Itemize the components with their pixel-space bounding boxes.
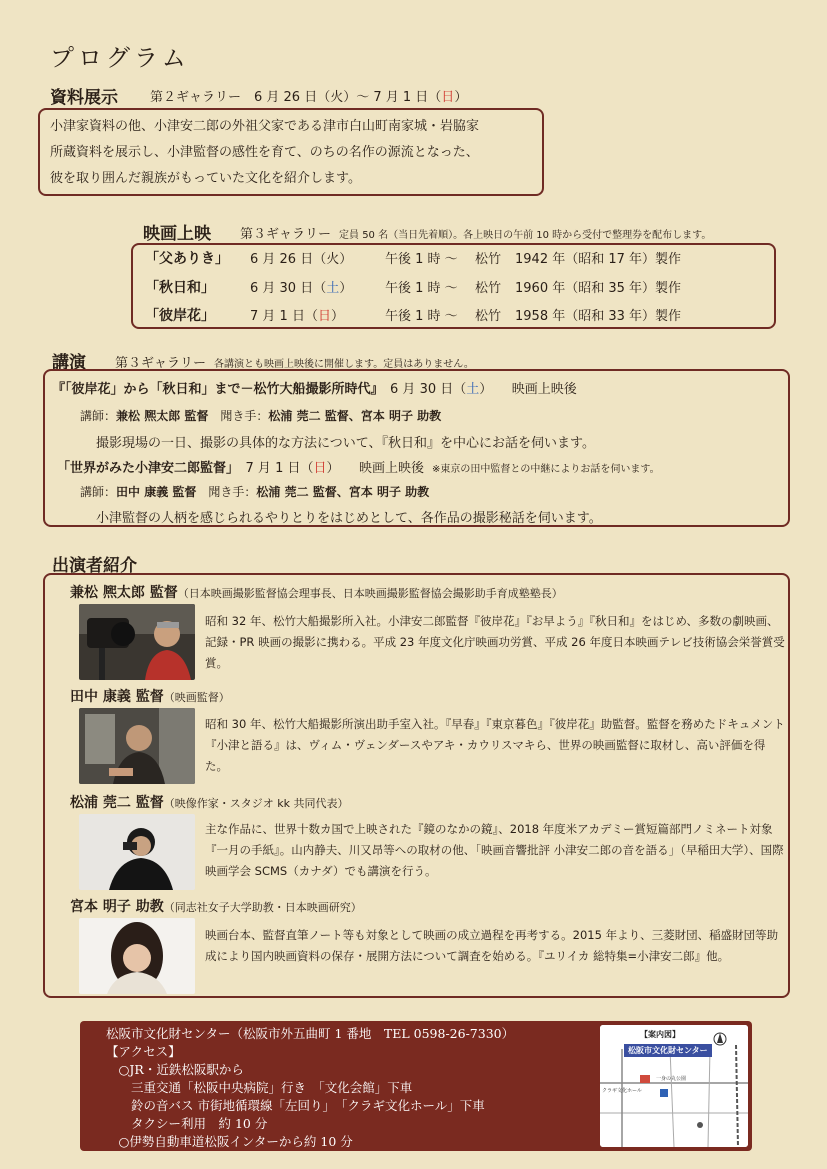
map-title: 【案内図】 — [640, 1030, 680, 1039]
footer-line: 鈴の音バス 市街地循環線「左回り」 「クラギ文化ホール」下車 — [106, 1098, 485, 1113]
lectures-note: 各講演とも映画上映後に開催します。定員はありません。 — [214, 359, 474, 370]
screening-heading: 映画上映 — [143, 224, 211, 244]
footer-line: タクシー利用 約 10 分 — [106, 1116, 268, 1131]
map-small-label: 一身の丸公園 — [656, 1076, 687, 1082]
performer-photo — [79, 918, 195, 994]
lectures-venue-line: 第３ギャラリー 各講演とも映画上映後に開催します。定員はありません。 — [115, 356, 474, 371]
exhibition-line: 所蔵資料を展示し、小津監督の感性を育て、のちの名作の源流となった、 — [50, 145, 479, 160]
performer-bio: 映画台本、監督直筆ノート等も対象として映画の成立過程を再考する。2015 年より、三菱財団、稲盛財団等助成により国内映画資料の保存・展開方法について調査を始める。『ユリイカ 総特集=小津安二郎』他。 — [205, 928, 779, 963]
lecture-speakers: 講師：田中 康義 監督 聞き手：松浦 莞二 監督、宮本 明子 助教 — [80, 485, 430, 499]
lecture-desc: 撮影現場の一日、撮影の具体的な方法について、『秋日和』を中心にお話を伺います。 — [96, 436, 595, 451]
footer-line: ○伊勢自動車道松阪インターから約 10 分 — [106, 1134, 353, 1149]
performer-bio: 昭和 32 年、松竹大船撮影所入社。小津安二郎監督『彼岸花』『お早よう』『秋日和』をはじめ、多数の劇映画、記録・PR 映画の撮影に携わる。平成 23 年度文化庁映画功労賞、平成 26 年度日本映画テレビ技術協会栄誉賞受賞。 — [205, 614, 785, 670]
screening-note: 定員 50 名（当日先着順）。各上映日の午前 10 時から受付で整理券を配布します。 — [339, 230, 712, 241]
access-map — [600, 1025, 748, 1147]
performer-bio: 昭和 30 年、松竹大船撮影所演出助手室入社。『早春』『東京暮色』『彼岸花』助監督。監督を務めたドキュメント『小津と語る』は、ヴィム・ヴェンダースやアキ・カウリスマキら、世界の映画監督に取材し、高い評価を得た。 — [205, 717, 785, 773]
lecture-title: 『「彼岸花」から「秋日和」まで－松竹大船撮影所時代』 6 月 30 日（土） 映画上映後 — [52, 382, 577, 397]
exhibition-heading: 資料展示 — [50, 88, 118, 108]
performer-name: 兼松 熈太郎 監督（日本映画撮影監督協会理事長、日本映画撮影監督協会撮影助手育成塾塾長） — [70, 585, 563, 601]
lecture-title: 「世界がみた小津安二郎監督」 7 月 1 日（日） 映画上映後 ※東京の田中監督との中継によりお話を伺います。 — [57, 461, 660, 476]
program-title: プログラム — [50, 44, 190, 72]
screening-venue-line: 第３ギャラリー 定員 50 名（当日先着順）。各上映日の午前 10 時から受付で整理券を配布します。 — [240, 227, 712, 242]
performer-name: 宮本 明子 助教（同志社女子大学助教・日本映画研究） — [70, 899, 362, 915]
performers-heading: 出演者紹介 — [52, 556, 137, 576]
map-label: 松阪市文化財センター — [624, 1044, 712, 1057]
performer-name: 松浦 莞二 監督（映像作家・スタジオ kk 共同代表） — [70, 795, 349, 811]
footer-line: 松阪市文化財センター（松阪市外五曲町 1 番地 TEL 0598-26-7330） — [106, 1026, 515, 1041]
film-row: 「彼岸花」 7 月 1 日（日） 午後 1 時 ～ 松竹 1958 年（昭和 33 年）製作 — [145, 308, 682, 324]
footer-line: 【アクセス】 — [106, 1044, 181, 1059]
film-row: 「父ありき」 6 月 26 日（火） 午後 1 時 ～ 松竹 1942 年（昭和 17 年）製作 — [145, 251, 682, 267]
footer-line: ○JR・近鉄松阪駅から — [106, 1062, 244, 1077]
access-footer — [80, 1021, 752, 1151]
map-small-label: クラギ文化ホール — [602, 1088, 642, 1094]
exhibition-day: 日 — [441, 90, 455, 105]
film-row: 「秋日和」 6 月 30 日（土） 午後 1 時 ～ 松竹 1960 年（昭和 35 年）製作 — [145, 280, 682, 296]
lecture-desc: 小津監督の人柄を感じられるやりとりをはじめとして、各作品の撮影秘話を伺います。 — [96, 511, 602, 526]
performer-photo — [79, 604, 195, 680]
performer-photo — [79, 708, 195, 784]
performer-bio: 主な作品に、世界十数カ国で上映された『鏡のなかの鏡』、2018 年度米アカデミー賞短篇部門ノミネート対象『一月の手紙』。山内静夫、川又昂等への取材の他、「映画音響批評 小津安二郎の音を語る」（早稲田大学）、国際映画学会 SCMS（カナダ）でも講演を行う。 — [205, 822, 784, 878]
footer-line: 三重交通「松阪中央病院」行き 「文化会館」下車 — [106, 1080, 413, 1095]
exhibition-line: 彼を取り囲んだ親族がもっていた文化を紹介します。 — [50, 171, 361, 186]
access-info — [106, 1025, 514, 1151]
lecture-speakers: 講師：兼松 熈太郎 監督 聞き手：松浦 莞二 監督、宮本 明子 助教 — [80, 409, 442, 423]
exhibition-info: 第２ギャラリー 6 月 26 日（火）～ 7 月 1 日（日） — [150, 90, 468, 105]
performer-name: 田中 康義 監督（映画監督） — [70, 689, 230, 705]
exhibition-box — [38, 108, 544, 196]
exhibition-line: 小津家資料の他、小津安二郎の外祖父家である津市白山町南家城・岩脇家 — [50, 119, 480, 134]
lectures-heading: 講演 — [52, 353, 86, 373]
performer-photo — [79, 814, 195, 890]
